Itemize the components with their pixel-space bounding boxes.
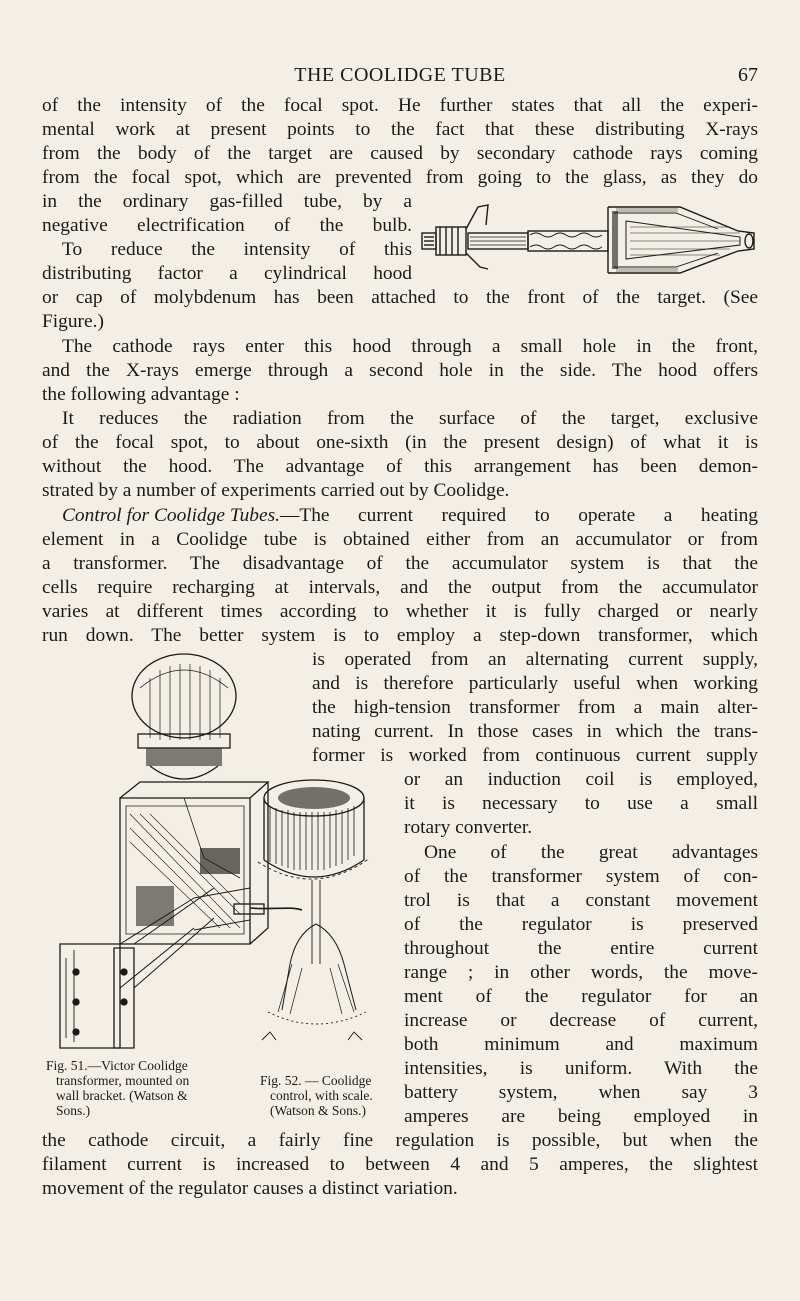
text-line: movement of the regulator causes a distinct variation. (42, 1178, 458, 1199)
text-line: in the ordinary gas-filled tube, by a (42, 191, 412, 212)
text-line: battery system, when say 3 (404, 1082, 758, 1103)
text-line: mental work at present points to the fact that these distributing X-rays (42, 119, 758, 140)
text-line: intensities, is uniform. With the (404, 1058, 758, 1079)
text-line: range ; in other words, the move- (404, 962, 758, 983)
running-title: THE COOLIDGE TUBE (294, 64, 506, 86)
text-line: ment of the regulator for an (404, 986, 758, 1007)
text-line: of the transformer system of con- (404, 866, 758, 887)
text-line: of the regulator is preserved (404, 914, 758, 935)
text-line: One of the great advantages (424, 842, 758, 863)
text-line: a transformer. The disadvantage of the accumulator system is that the (42, 553, 758, 574)
coolidge-control-icon (242, 774, 394, 1050)
text-line: strated by a number of experiments carried out by Coolidge. (42, 480, 510, 501)
text-line: The cathode rays enter this hood through a small hole in the front, (62, 336, 758, 357)
text-line: To reduce the intensity of this (62, 239, 412, 260)
text-line: the following advantage : (42, 384, 240, 405)
text-line: trol is that a constant movement (404, 890, 758, 911)
text-line: —The current required to operate a heating (280, 505, 758, 526)
text-line: negative electrification of the bulb. (42, 215, 412, 236)
text-line: without the hood. The advantage of this arrangement has been demon- (42, 456, 758, 477)
page-number: 67 (738, 64, 758, 86)
text-line: varies at different times according to whether it is fully charged or nearly (42, 601, 758, 622)
fig51-caption-line: wall bracket. (Watson & (56, 1088, 188, 1103)
fig51-caption-line: transformer, mounted on (56, 1073, 190, 1088)
text-line: or an induction coil is employed, (404, 769, 758, 790)
fig51-caption-line: Fig. 51.—Victor Coolidge (46, 1058, 188, 1073)
text-line: and the X-rays emerge through a second hole in the side. The hood offers (42, 360, 758, 381)
text-line: of the focal spot, to about one-sixth (in the present design) of what it is (42, 432, 758, 453)
text-line: nating current. In those cases in which the trans- (312, 721, 758, 742)
coolidge-tube-hood-icon (418, 197, 758, 277)
text-line: the cathode circuit, a fairly fine regulation is possible, but when the (42, 1130, 758, 1151)
fig52-caption-line: (Watson & Sons.) (270, 1103, 367, 1118)
text-line: or cap of molybdenum has been attached to the front of the target. (See (42, 287, 758, 308)
text-line: is operated from an alternating current supply, (312, 649, 758, 670)
text-line: run down. The better system is to employ a step-down transformer, which (42, 625, 758, 646)
text-line: rotary converter. (404, 817, 533, 838)
fig51-caption-line: Sons.) (56, 1103, 91, 1118)
text-line: distributing factor a cylindrical hood (42, 263, 412, 284)
text-line: former is worked from continuous current supply (312, 745, 758, 766)
text-line: Figure.) (42, 311, 104, 332)
fig52-caption-line: control, with scale. (270, 1088, 373, 1103)
text-line: and is therefore particularly useful when working (312, 673, 758, 694)
text-line: It reduces the radiation from the surface of the target, exclusive (62, 408, 758, 429)
text-line: it is necessary to use a small (404, 793, 758, 814)
text-line: both minimum and maximum (404, 1034, 758, 1055)
running-header (0, 64, 800, 94)
text-line: cells require recharging at intervals, and the output from the accumulator (42, 577, 758, 598)
section-heading: Control for Coolidge Tubes. (62, 505, 280, 526)
text-line: throughout the entire current (404, 938, 758, 959)
text-line: element in a Coolidge tube is obtained either from an accumulator or from (42, 529, 758, 550)
text-line: of the intensity of the focal spot. He further states that all the experi- (42, 95, 758, 116)
text-line: filament current is increased to between 4 and 5 amperes, the slightest (42, 1154, 758, 1175)
text-line: the high-tension transformer from a main alter- (312, 697, 758, 718)
text-line: from the body of the target are caused by secondary cathode rays coming (42, 143, 758, 164)
text-line: from the focal spot, which are prevented from going to the glass, as they do (42, 167, 758, 188)
text-line: amperes are being employed in (404, 1106, 758, 1127)
section-paragraph-start (62, 505, 758, 527)
text-line: increase or decrease of current, (404, 1010, 758, 1031)
fig52-caption-line: Fig. 52. — Coolidge (260, 1073, 372, 1088)
